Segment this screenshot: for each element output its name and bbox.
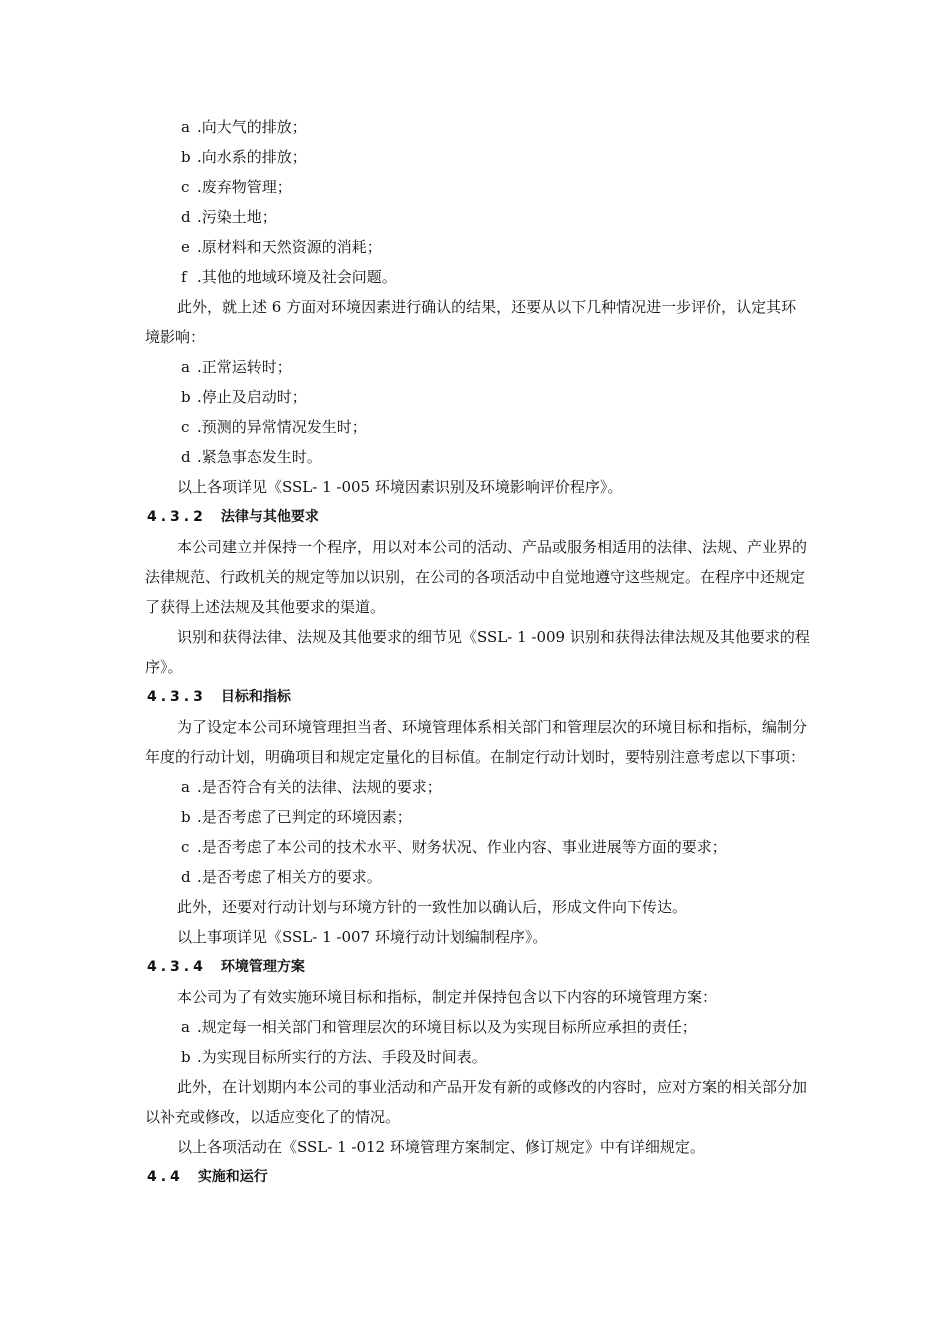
- item-text: .规定每一相关部门和管理层次的环境目标以及为实现目标所应承担的责任；: [197, 1018, 697, 1036]
- item-label: a: [181, 778, 190, 796]
- section-title: 目标和指标: [220, 689, 291, 705]
- paragraph: 本公司为了有效实施环境目标和指标，制定并保持包含以下内容的环境管理方案：: [177, 988, 718, 1006]
- paragraph: 为了设定本公司环境管理担当者、环境管理体系相关部门和管理层次的环境目标和指标，编制分年度的行动计划，明确项目和规定定量化的目标值。在制定行动计划时，要特别注意考虑以下事项：: [145, 718, 808, 766]
- section-number: 4.3.4: [147, 959, 207, 975]
- item-label: c: [181, 178, 190, 196]
- item-label: d: [181, 448, 191, 466]
- section-title: 环境管理方案: [220, 959, 305, 975]
- item-text: .向大气的排放；: [197, 118, 307, 136]
- paragraph: 本公司建立并保持一个程序，用以对本公司的活动、产品或服务相适用的法律、法规、产业界的法律规范、行政机关的规定等加以识别，在公司的各项活动中自觉地遵守这些规定。在程序中还规定了获得上述法规及其他要求的渠道。: [145, 538, 808, 616]
- paragraph: 此外，就上述 6 方面对环境因素进行确认的结果，还要从以下几种情况进一步评价，认定其环境影响：: [145, 298, 797, 346]
- list-item: [145, 112, 810, 142]
- section-title: 法律与其他要求: [220, 509, 319, 525]
- item-label: a: [181, 358, 190, 376]
- item-label: c: [181, 838, 190, 856]
- item-label: c: [181, 418, 190, 436]
- list-item: [145, 1042, 810, 1072]
- section-title: 实施和运行: [197, 1169, 268, 1185]
- list-item: [145, 352, 810, 382]
- list-item: [145, 832, 810, 862]
- item-text: .是否考虑了已判定的环境因素；: [197, 808, 412, 826]
- paragraph: 此外，在计划期内本公司的事业活动和产品开发有新的或修改的内容时，应对方案的相关部分加以补充或修改，以适应变化了的情况。: [145, 1078, 808, 1126]
- list-item: [145, 412, 810, 442]
- list-item: [145, 1012, 810, 1042]
- item-label: b: [181, 388, 191, 406]
- paragraph: 此外，还要对行动计划与环境方针的一致性加以确认后，形成文件向下传达。: [177, 898, 688, 916]
- list-item: [145, 862, 810, 892]
- item-text: .废弃物管理；: [197, 178, 292, 196]
- item-text: .紧急事态发生时。: [197, 448, 322, 466]
- item-text: .为实现目标所实行的方法、手段及时间表。: [197, 1048, 487, 1066]
- item-text: .向水系的排放；: [197, 148, 307, 166]
- paragraph: 以上各项详见《SSL- 1 -005 环境因素识别及环境影响评价程序》。: [177, 478, 623, 496]
- item-label: a: [181, 118, 190, 136]
- item-label: b: [181, 1048, 191, 1066]
- section-heading: [145, 682, 810, 712]
- item-label: d: [181, 208, 191, 226]
- list-item: [145, 202, 810, 232]
- list-item: [145, 802, 810, 832]
- item-label: e: [181, 238, 190, 256]
- list-item: [145, 382, 810, 412]
- item-label: a: [181, 1018, 190, 1036]
- item-text: .是否考虑了相关方的要求。: [197, 868, 382, 886]
- section-number: 4.3.3: [147, 689, 207, 705]
- paragraph: 以上事项详见《SSL- 1 -007 环境行动计划编制程序》。: [177, 928, 548, 946]
- section-heading: [145, 952, 810, 982]
- item-text: .是否考虑了本公司的技术水平、财务状况、作业内容、事业进展等方面的要求；: [197, 838, 727, 856]
- item-label: d: [181, 868, 191, 886]
- section-heading: [145, 502, 810, 532]
- item-text: .正常运转时；: [197, 358, 292, 376]
- section-heading: [145, 1162, 810, 1192]
- item-text: .原材料和天然资源的消耗；: [197, 238, 382, 256]
- paragraph: 以上各项活动在《SSL- 1 -012 环境管理方案制定、修订规定》中有详细规定。: [177, 1138, 705, 1156]
- list-item: [145, 262, 810, 292]
- list-item: [145, 232, 810, 262]
- item-label: f: [181, 268, 187, 286]
- list-item: [145, 142, 810, 172]
- paragraph: 识别和获得法律、法规及其他要求的细节见《SSL- 1 -009 识别和获得法律法规及其他要求的程序》。: [145, 628, 810, 676]
- item-text: .停止及启动时；: [197, 388, 307, 406]
- section-number: 4.4: [147, 1169, 184, 1185]
- item-text: .预测的异常情况发生时；: [197, 418, 367, 436]
- item-text: .污染土地；: [197, 208, 277, 226]
- document-page: [145, 112, 810, 1192]
- item-label: b: [181, 808, 191, 826]
- item-text: .是否符合有关的法律、法规的要求；: [197, 778, 442, 796]
- list-item: [145, 772, 810, 802]
- list-item: [145, 172, 810, 202]
- item-label: b: [181, 148, 191, 166]
- section-number: 4.3.2: [147, 509, 207, 525]
- item-text: .其他的地域环境及社会问题。: [197, 268, 397, 286]
- list-item: [145, 442, 810, 472]
